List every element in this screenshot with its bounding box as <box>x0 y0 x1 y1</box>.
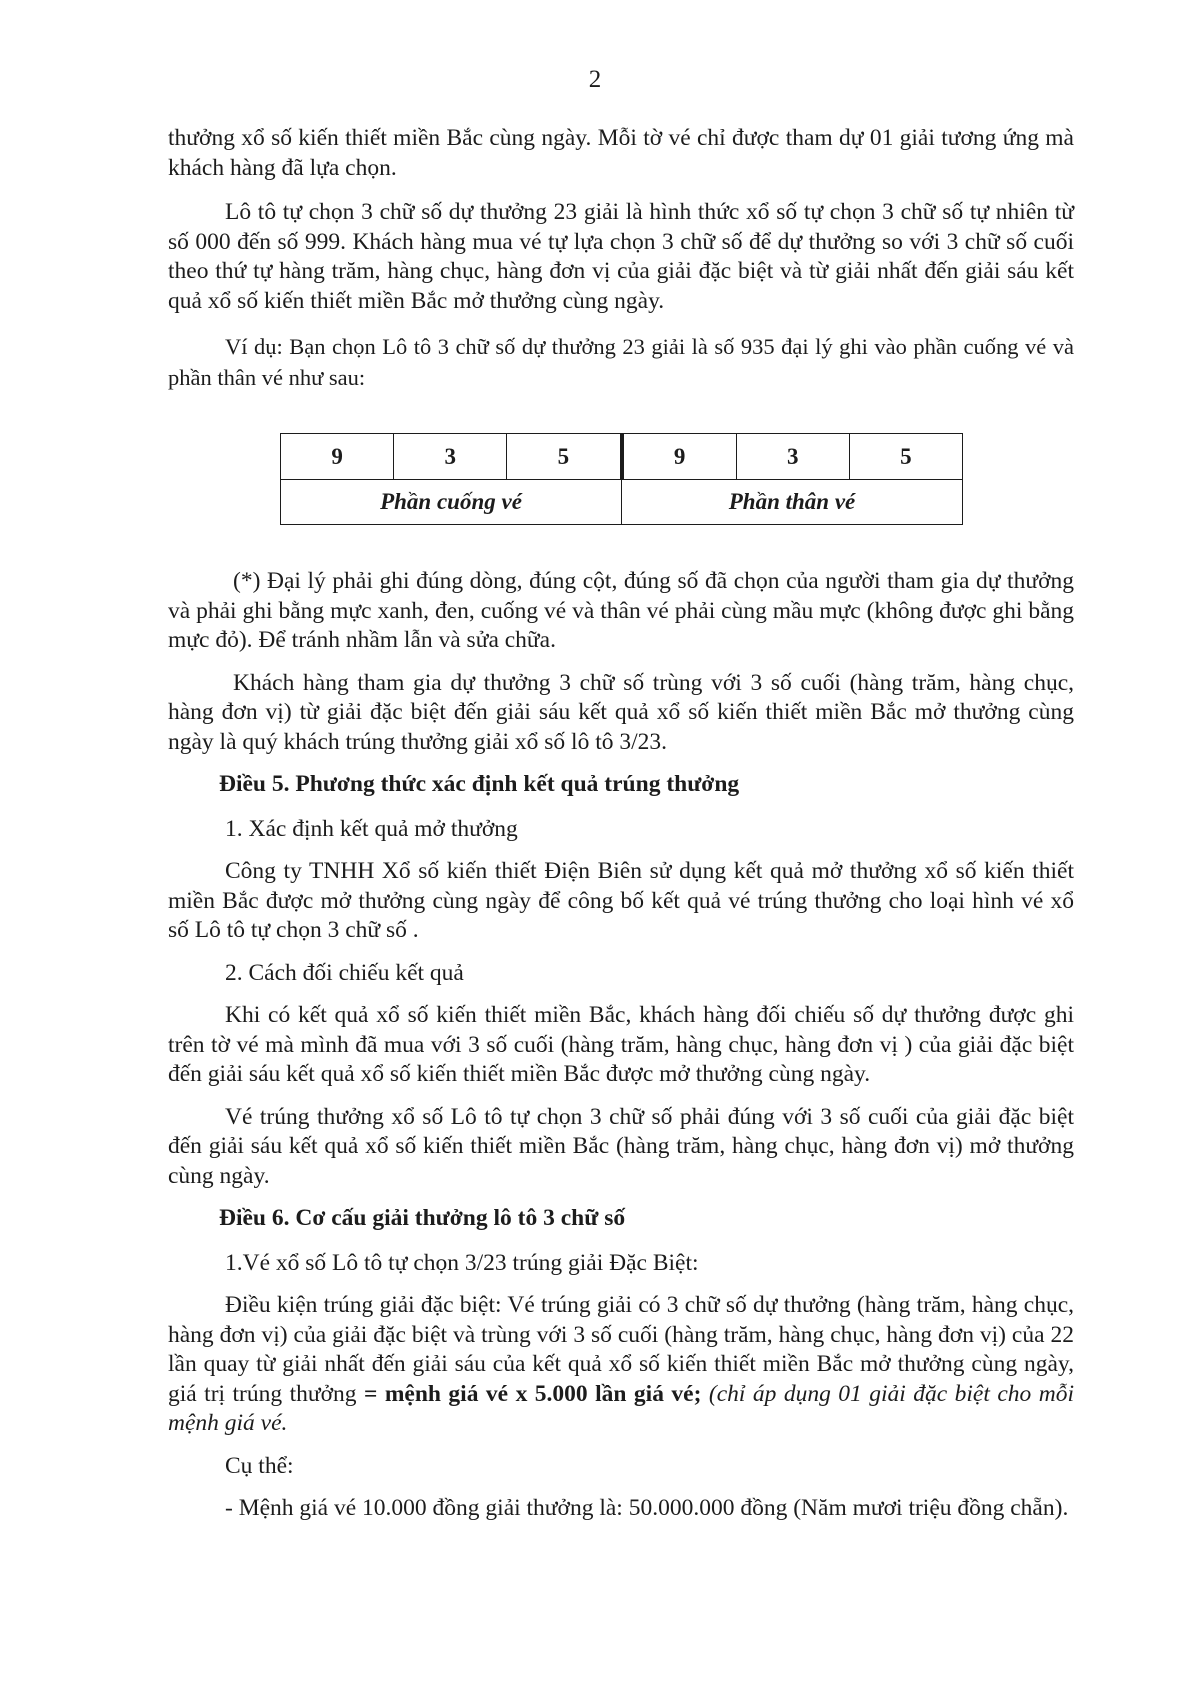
section-heading: Điều 5. Phương thức xác định kết quả trúng thưởng <box>219 771 740 797</box>
body-label: Phần thân vé <box>622 480 963 525</box>
paragraph <box>168 1291 1074 1439</box>
paragraph: Công ty TNHH Xổ số kiến thiết Điện Biên sử dụng kết quả mở thưởng xổ số kiến thiết miền Bắc được mở thưởng cùng ngày để công bố kết quả vé trúng thưởng cho loại hình vé xổ số Lô tô tự chọn 3 chữ số . <box>168 858 1074 943</box>
body-digit: 3 <box>736 434 849 480</box>
stub-digit: 5 <box>507 434 622 480</box>
paragraph-text: Điều kiện trúng giải đặc biệt: Vé trúng giải có 3 chữ số dự thưởng (hàng trăm, hàng chục, hàng đơn vị) của giải đặc biệt và trùng với 3 số cuối (hàng trăm, hàng chục, hàng đơn vị) của 22 lần quay từ giải nhất đến giải sáu của kết quả xổ số kiến thiết miền Bắc mở thưởng cùng ngày, giá trị trúng thưởng <box>168 1292 1074 1407</box>
body-digit: 9 <box>622 434 737 480</box>
paragraph: Lô tô tự chọn 3 chữ số dự thưởng 23 giải là hình thức xổ số tự chọn 3 chữ số tự nhiên từ số 000 đến số 999. Khách hàng mua vé tự lựa chọn 3 chữ số để dự thưởng so với 3 chữ số cuối theo thứ tự hàng trăm, hàng chục, hàng đơn vị của giải đặc biệt và từ giải nhất đến giải sáu kết quả xổ số kiến thiết miền Bắc mở thưởng cùng ngày. <box>168 199 1074 314</box>
paragraph: 1.Vé xổ số Lô tô tự chọn 3/23 trúng giải Đặc Biệt: <box>225 1249 699 1276</box>
stub-digit: 3 <box>394 434 507 480</box>
body-digit: 5 <box>849 434 962 480</box>
document-body <box>168 124 1074 1537</box>
ticket-labels-row <box>281 480 963 525</box>
ticket-example <box>280 433 1074 525</box>
page-number: 2 <box>588 66 602 93</box>
stub-digit: 9 <box>281 434 394 480</box>
paragraph: Khi có kết quả xổ số kiến thiết miền Bắc, khách hàng đối chiếu số dự thưởng được ghi trên tờ vé mà mình đã mua với 3 số cuối (hàng trăm, hàng chục, hàng đơn vị ) của giải đặc biệt đến giải sáu kết quả xổ số kiến thiết miền Bắc được mở thưởng cùng ngày. <box>168 1002 1074 1087</box>
paragraph: thưởng xổ số kiến thiết miền Bắc cùng ngày. Mỗi tờ vé chỉ được tham dự 01 giải tương ứng mà khách hàng đã lựa chọn. <box>168 125 1074 181</box>
section-heading: Điều 6. Cơ cấu giải thưởng lô tô 3 chữ số <box>219 1205 626 1231</box>
paragraph: Vé trúng thưởng xổ số Lô tô tự chọn 3 chữ số phải đúng với 3 số cuối của giải đặc biệt đến giải sáu kết quả xổ số kiến thiết miền Bắc (hàng trăm, hàng chục, hàng đơn vị) mở thưởng cùng ngày. <box>168 1103 1074 1189</box>
paragraph-example: Ví dụ: Bạn chọn Lô tô 3 chữ số dự thưởng 23 giải là số 935 đại lý ghi vào phần cuống vé và phần thân vé như sau: <box>168 334 1074 390</box>
paragraph-note: (*) Đại lý phải ghi đúng dòng, đúng cột, đúng số đã chọn của người tham gia dự thưởng và phải ghi bằng mực xanh, đen, cuống vé và thân vé phải cùng mầu mực (không được ghi bằng mực đỏ). Để tránh nhầm lẫn và sửa chữa. <box>168 568 1074 653</box>
ticket-table <box>280 433 963 525</box>
prize-note: (chỉ áp dụng 01 giải đặc biệt cho mỗi mệnh giá vé. <box>168 1380 1074 1436</box>
paragraph: Khách hàng tham gia dự thưởng 3 chữ số trùng với 3 số cuối (hàng trăm, hàng chục, hàng đơn vị) từ giải đặc biệt đến giải sáu kết quả xổ số kiến thiết miền Bắc mở thưởng cùng ngày là quý khách trúng thưởng giải xổ số lô tô 3/23. <box>168 669 1074 755</box>
ticket-digits-row <box>281 434 963 480</box>
paragraph: Cụ thể: <box>225 1452 294 1479</box>
paragraph: 2. Cách đối chiếu kết quả <box>225 959 464 986</box>
paragraph: 1. Xác định kết quả mở thưởng <box>225 815 518 842</box>
stub-label: Phần cuống vé <box>281 480 622 525</box>
prize-formula: = mệnh giá vé x 5.000 lần giá vé; <box>363 1380 702 1407</box>
paragraph: - Mệnh giá vé 10.000 đồng giải thưởng là: 50.000.000 đồng (Năm mươi triệu đồng chẵn). <box>225 1495 1069 1521</box>
